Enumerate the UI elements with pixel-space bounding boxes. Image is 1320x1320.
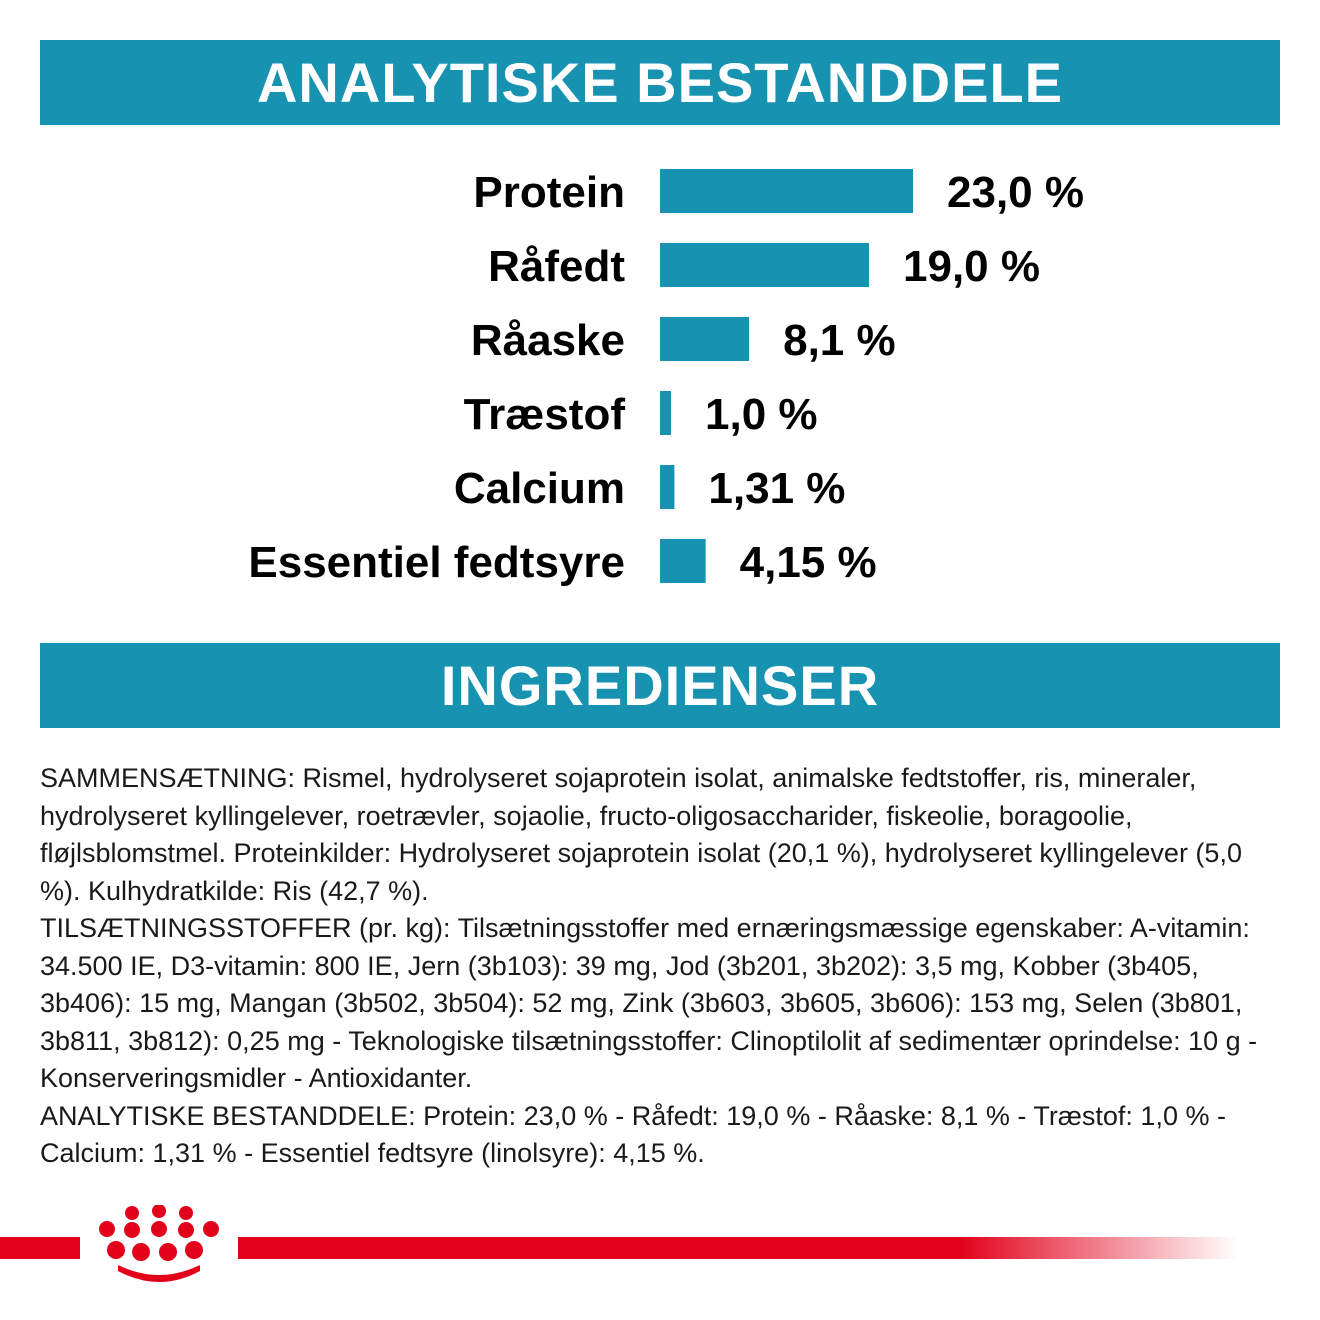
ingredients-title: INGREDIENSER — [440, 654, 880, 717]
bar — [660, 391, 671, 435]
brand-line-left — [0, 1237, 80, 1259]
value-label: 4,15 % — [739, 538, 877, 587]
value-label: 19,0 % — [903, 242, 1040, 291]
composition-bar-chart — [0, 150, 1320, 600]
category-label: Træstof — [463, 390, 625, 439]
value-label: 1,31 % — [708, 464, 846, 513]
composition-paragraph: SAMMENSÆTNING: Rismel, hydrolyseret sojaprotein isolat, animalske fedtstoffer, ris, mineraler, hydrolyseret kyllingelever, roetrævler, sojaolie, fructo-oligosaccharider, fiskeolie, boragoolie, fløjlsblomstmel. Proteinkilder: Hydrolyseret sojaprotein isolat (20,1 %), hydrolyseret kyllingelever (5,0 %). Kulhydratkilde: Ris (42,7 %). — [40, 763, 1242, 906]
category-label: Essentiel fedtsyre — [248, 538, 625, 587]
ingredients-banner — [40, 643, 1280, 728]
value-label: 1,0 % — [705, 390, 818, 439]
crown-icon — [99, 1205, 219, 1282]
category-label: Protein — [473, 168, 625, 217]
ingredients-text — [40, 760, 1280, 1173]
brand-line-right — [238, 1237, 1238, 1259]
value-label: 23,0 % — [947, 168, 1084, 217]
bar — [660, 465, 674, 509]
analytics-banner — [40, 40, 1280, 125]
analytics-paragraph: ANALYTISKE BESTANDDELE: Protein: 23,0 % - Råfedt: 19,0 % - Råaske: 8,1 % - Træstof: 1,0 % - Calcium: 1,31 % - Essentiel fedtsyre (linolsyre): 4,15 %. — [40, 1100, 1226, 1168]
value-label: 8,1 % — [783, 316, 896, 365]
bar — [660, 243, 869, 287]
bar — [660, 317, 749, 361]
brand-footer — [0, 1205, 1320, 1295]
analytics-title: ANALYTISKE BESTANDDELE — [256, 51, 1064, 114]
additives-paragraph: TILSÆTNINGSSTOFFER (pr. kg): Tilsætningsstoffer med ernæringsmæssige egenskaber: A-vitamin: 34.500 IE, D3-vitamin: 800 IE, Jern (3b103): 39 mg, Jod (3b201, 3b202): 3,5 mg, Kobber (3b405, 3b406): 15 mg, Mangan (3b502, 3b504): 52 mg, Zink (3b603, 3b605, 3b606): 153 mg, Selen (3b801, 3b811, 3b812): 0,25 mg - Teknologiske tilsætningsstoffer: Clinoptilolit af sedimentær oprindelse: 10 g - Konserveringsmidler - Antioxidanter. — [40, 913, 1258, 1093]
bar — [660, 539, 706, 583]
bar — [660, 169, 913, 213]
category-label: Calcium — [453, 464, 625, 513]
category-label: Råfedt — [488, 242, 625, 291]
category-label: Råaske — [470, 316, 625, 365]
